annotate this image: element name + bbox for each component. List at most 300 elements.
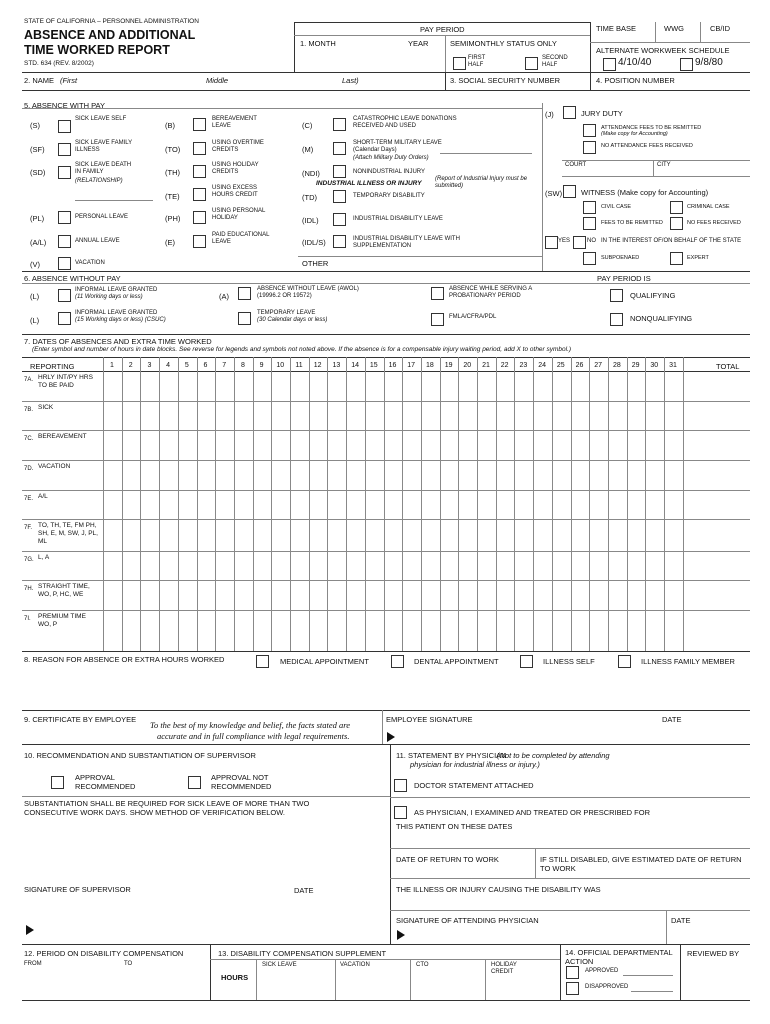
- nonindustrial-injury-checkbox[interactable]: [333, 165, 346, 178]
- date-cell[interactable]: [609, 611, 626, 640]
- date-cell[interactable]: [272, 552, 289, 579]
- date-cell[interactable]: [160, 611, 177, 640]
- date-cell[interactable]: [459, 552, 476, 579]
- date-cell[interactable]: [366, 491, 383, 518]
- date-cell[interactable]: [198, 520, 215, 550]
- date-cell[interactable]: [141, 611, 158, 640]
- date-cell[interactable]: [254, 372, 271, 400]
- date-cell[interactable]: [254, 431, 271, 459]
- date-cell[interactable]: [198, 461, 215, 489]
- date-cell[interactable]: [235, 402, 252, 429]
- date-cell[interactable]: [441, 372, 458, 400]
- date-cell[interactable]: [553, 431, 570, 459]
- jury-duty-checkbox[interactable]: [563, 106, 576, 119]
- jury-no-fees-checkbox[interactable]: [583, 141, 596, 154]
- date-cell[interactable]: [665, 581, 682, 609]
- approval-not-recommended-checkbox[interactable]: [188, 776, 201, 789]
- date-cell[interactable]: [553, 372, 570, 400]
- date-cell[interactable]: [366, 461, 383, 489]
- catastrophic-leave-checkbox[interactable]: [333, 118, 346, 131]
- date-cell[interactable]: [141, 581, 158, 609]
- date-cell[interactable]: [104, 372, 121, 400]
- overtime-credits-checkbox[interactable]: [193, 142, 206, 155]
- date-cell[interactable]: [328, 431, 345, 459]
- date-cell[interactable]: [609, 431, 626, 459]
- date-cell[interactable]: [628, 402, 645, 429]
- date-cell[interactable]: [422, 552, 439, 579]
- date-cell[interactable]: [646, 611, 663, 640]
- expert-checkbox[interactable]: [670, 252, 683, 265]
- date-cell[interactable]: [123, 520, 140, 550]
- date-cell[interactable]: [572, 611, 589, 640]
- date-cell[interactable]: [534, 461, 551, 489]
- date-cell[interactable]: [272, 461, 289, 489]
- illness-family-checkbox[interactable]: [618, 655, 631, 668]
- date-cell[interactable]: [291, 552, 308, 579]
- informal-leave-15-checkbox[interactable]: [58, 312, 71, 325]
- sick-leave-self-checkbox[interactable]: [58, 120, 71, 133]
- date-cell[interactable]: [198, 611, 215, 640]
- date-cell[interactable]: [422, 491, 439, 518]
- date-cell[interactable]: [497, 402, 514, 429]
- date-cell[interactable]: [216, 491, 233, 518]
- date-cell[interactable]: [179, 431, 196, 459]
- date-cell[interactable]: [422, 611, 439, 640]
- date-cell[interactable]: [609, 552, 626, 579]
- date-cell[interactable]: [104, 611, 121, 640]
- date-cell[interactable]: [534, 372, 551, 400]
- nonqualifying-checkbox[interactable]: [610, 313, 623, 326]
- date-cell[interactable]: [328, 520, 345, 550]
- date-cell[interactable]: [628, 520, 645, 550]
- fmla-checkbox[interactable]: [431, 313, 444, 326]
- date-cell[interactable]: [198, 431, 215, 459]
- date-cell[interactable]: [328, 581, 345, 609]
- date-cell[interactable]: [328, 491, 345, 518]
- total-cell[interactable]: [684, 491, 749, 518]
- date-cell[interactable]: [366, 402, 383, 429]
- date-cell[interactable]: [553, 552, 570, 579]
- date-cell[interactable]: [497, 461, 514, 489]
- medical-appointment-checkbox[interactable]: [256, 655, 269, 668]
- doctor-statement-checkbox[interactable]: [394, 779, 407, 792]
- date-cell[interactable]: [347, 372, 364, 400]
- date-cell[interactable]: [572, 520, 589, 550]
- date-cell[interactable]: [497, 491, 514, 518]
- total-cell[interactable]: [684, 402, 749, 429]
- date-cell[interactable]: [441, 431, 458, 459]
- date-cell[interactable]: [478, 520, 495, 550]
- date-cell[interactable]: [291, 581, 308, 609]
- date-cell[interactable]: [590, 581, 607, 609]
- qualifying-checkbox[interactable]: [610, 289, 623, 302]
- idl-supplementation-checkbox[interactable]: [333, 235, 346, 248]
- date-cell[interactable]: [272, 491, 289, 518]
- date-cell[interactable]: [441, 491, 458, 518]
- date-cell[interactable]: [646, 431, 663, 459]
- witness-checkbox[interactable]: [563, 185, 576, 198]
- date-cell[interactable]: [291, 611, 308, 640]
- date-cell[interactable]: [328, 552, 345, 579]
- illness-self-checkbox[interactable]: [520, 655, 533, 668]
- date-cell[interactable]: [534, 402, 551, 429]
- date-cell[interactable]: [478, 402, 495, 429]
- date-cell[interactable]: [104, 491, 121, 518]
- date-cell[interactable]: [609, 461, 626, 489]
- date-cell[interactable]: [590, 402, 607, 429]
- first-half-checkbox[interactable]: [453, 57, 466, 70]
- date-cell[interactable]: [310, 431, 327, 459]
- total-cell[interactable]: [684, 431, 749, 459]
- no-checkbox[interactable]: [573, 236, 586, 249]
- date-cell[interactable]: [123, 431, 140, 459]
- date-cell[interactable]: [291, 461, 308, 489]
- date-cell[interactable]: [553, 611, 570, 640]
- total-cell[interactable]: [684, 461, 749, 489]
- date-cell[interactable]: [328, 402, 345, 429]
- total-cell[interactable]: [684, 372, 749, 400]
- date-cell[interactable]: [515, 552, 532, 579]
- date-cell[interactable]: [347, 611, 364, 640]
- date-cell[interactable]: [216, 520, 233, 550]
- date-cell[interactable]: [628, 491, 645, 518]
- date-cell[interactable]: [422, 402, 439, 429]
- date-cell[interactable]: [160, 431, 177, 459]
- date-cell[interactable]: [328, 461, 345, 489]
- date-cell[interactable]: [235, 491, 252, 518]
- date-cell[interactable]: [385, 611, 402, 640]
- date-cell[interactable]: [291, 372, 308, 400]
- date-cell[interactable]: [160, 520, 177, 550]
- date-cell[interactable]: [459, 461, 476, 489]
- date-cell[interactable]: [123, 581, 140, 609]
- date-cell[interactable]: [441, 461, 458, 489]
- date-cell[interactable]: [347, 552, 364, 579]
- date-cell[interactable]: [590, 611, 607, 640]
- date-cell[interactable]: [179, 611, 196, 640]
- date-cell[interactable]: [403, 491, 420, 518]
- date-cell[interactable]: [104, 431, 121, 459]
- date-cell[interactable]: [235, 431, 252, 459]
- date-cell[interactable]: [198, 552, 215, 579]
- date-cell[interactable]: [628, 581, 645, 609]
- witness-no-fees-checkbox[interactable]: [670, 217, 683, 230]
- date-cell[interactable]: [141, 520, 158, 550]
- date-cell[interactable]: [609, 581, 626, 609]
- date-cell[interactable]: [272, 372, 289, 400]
- date-cell[interactable]: [534, 552, 551, 579]
- date-cell[interactable]: [422, 431, 439, 459]
- date-cell[interactable]: [179, 520, 196, 550]
- date-cell[interactable]: [403, 552, 420, 579]
- physician-examined-checkbox[interactable]: [394, 806, 407, 819]
- date-cell[interactable]: [590, 491, 607, 518]
- sick-leave-death-checkbox[interactable]: [58, 166, 71, 179]
- date-cell[interactable]: [385, 431, 402, 459]
- date-cell[interactable]: [459, 491, 476, 518]
- date-cell[interactable]: [478, 581, 495, 609]
- witness-fees-remitted-checkbox[interactable]: [583, 217, 596, 230]
- date-cell[interactable]: [609, 372, 626, 400]
- date-cell[interactable]: [609, 520, 626, 550]
- date-cell[interactable]: [235, 581, 252, 609]
- date-cell[interactable]: [254, 552, 271, 579]
- date-cell[interactable]: [459, 431, 476, 459]
- date-cell[interactable]: [141, 491, 158, 518]
- date-cell[interactable]: [366, 431, 383, 459]
- date-cell[interactable]: [665, 461, 682, 489]
- date-cell[interactable]: [310, 552, 327, 579]
- date-cell[interactable]: [665, 431, 682, 459]
- date-cell[interactable]: [216, 581, 233, 609]
- date-cell[interactable]: [665, 552, 682, 579]
- date-cell[interactable]: [310, 372, 327, 400]
- date-cell[interactable]: [572, 431, 589, 459]
- date-cell[interactable]: [385, 552, 402, 579]
- date-cell[interactable]: [590, 461, 607, 489]
- date-cell[interactable]: [366, 581, 383, 609]
- annual-leave-checkbox[interactable]: [58, 235, 71, 248]
- date-cell[interactable]: [497, 611, 514, 640]
- date-cell[interactable]: [160, 581, 177, 609]
- informal-leave-11-checkbox[interactable]: [58, 289, 71, 302]
- date-cell[interactable]: [385, 491, 402, 518]
- date-cell[interactable]: [553, 461, 570, 489]
- date-cell[interactable]: [235, 372, 252, 400]
- date-cell[interactable]: [179, 552, 196, 579]
- date-cell[interactable]: [478, 461, 495, 489]
- date-cell[interactable]: [141, 431, 158, 459]
- date-cell[interactable]: [347, 402, 364, 429]
- date-cell[interactable]: [534, 431, 551, 459]
- date-cell[interactable]: [385, 372, 402, 400]
- date-cell[interactable]: [141, 461, 158, 489]
- date-cell[interactable]: [441, 611, 458, 640]
- date-cell[interactable]: [272, 402, 289, 429]
- date-cell[interactable]: [590, 431, 607, 459]
- date-cell[interactable]: [665, 520, 682, 550]
- date-cell[interactable]: [254, 611, 271, 640]
- date-cell[interactable]: [123, 552, 140, 579]
- date-cell[interactable]: [515, 611, 532, 640]
- date-cell[interactable]: [366, 611, 383, 640]
- date-cell[interactable]: [665, 372, 682, 400]
- date-cell[interactable]: [422, 461, 439, 489]
- date-cell[interactable]: [459, 581, 476, 609]
- criminal-case-checkbox[interactable]: [670, 201, 683, 214]
- date-cell[interactable]: [590, 552, 607, 579]
- date-cell[interactable]: [179, 581, 196, 609]
- date-cell[interactable]: [422, 372, 439, 400]
- date-cell[interactable]: [403, 431, 420, 459]
- military-leave-checkbox[interactable]: [333, 142, 346, 155]
- date-cell[interactable]: [497, 552, 514, 579]
- date-cell[interactable]: [628, 611, 645, 640]
- date-cell[interactable]: [646, 461, 663, 489]
- date-cell[interactable]: [160, 552, 177, 579]
- civil-case-checkbox[interactable]: [583, 201, 596, 214]
- date-cell[interactable]: [179, 491, 196, 518]
- sick-leave-family-checkbox[interactable]: [58, 143, 71, 156]
- jury-fees-remitted-checkbox[interactable]: [583, 124, 596, 137]
- date-cell[interactable]: [104, 552, 121, 579]
- date-cell[interactable]: [291, 431, 308, 459]
- date-cell[interactable]: [123, 611, 140, 640]
- date-cell[interactable]: [609, 491, 626, 518]
- date-cell[interactable]: [572, 581, 589, 609]
- date-cell[interactable]: [310, 520, 327, 550]
- date-cell[interactable]: [478, 372, 495, 400]
- date-cell[interactable]: [497, 431, 514, 459]
- date-cell[interactable]: [459, 372, 476, 400]
- date-cell[interactable]: [104, 520, 121, 550]
- date-cell[interactable]: [459, 611, 476, 640]
- date-cell[interactable]: [497, 581, 514, 609]
- date-cell[interactable]: [497, 372, 514, 400]
- holiday-credits-checkbox[interactable]: [193, 165, 206, 178]
- temporary-leave-checkbox[interactable]: [238, 312, 251, 325]
- date-cell[interactable]: [272, 581, 289, 609]
- date-cell[interactable]: [628, 552, 645, 579]
- total-cell[interactable]: [684, 520, 749, 550]
- date-cell[interactable]: [515, 402, 532, 429]
- date-cell[interactable]: [515, 372, 532, 400]
- date-cell[interactable]: [422, 520, 439, 550]
- date-cell[interactable]: [385, 402, 402, 429]
- date-cell[interactable]: [403, 402, 420, 429]
- dental-appointment-checkbox[interactable]: [391, 655, 404, 668]
- date-cell[interactable]: [179, 402, 196, 429]
- date-cell[interactable]: [160, 402, 177, 429]
- date-cell[interactable]: [459, 520, 476, 550]
- date-cell[interactable]: [478, 611, 495, 640]
- date-cell[interactable]: [216, 461, 233, 489]
- date-cell[interactable]: [665, 491, 682, 518]
- disapproved-checkbox[interactable]: [566, 982, 579, 995]
- date-cell[interactable]: [609, 402, 626, 429]
- date-cell[interactable]: [160, 372, 177, 400]
- temporary-disability-checkbox[interactable]: [333, 190, 346, 203]
- date-cell[interactable]: [515, 491, 532, 518]
- date-cell[interactable]: [198, 402, 215, 429]
- date-cell[interactable]: [646, 581, 663, 609]
- date-cell[interactable]: [347, 581, 364, 609]
- educational-leave-checkbox[interactable]: [193, 235, 206, 248]
- date-cell[interactable]: [553, 581, 570, 609]
- date-cell[interactable]: [534, 611, 551, 640]
- date-cell[interactable]: [403, 581, 420, 609]
- date-cell[interactable]: [272, 520, 289, 550]
- date-cell[interactable]: [160, 491, 177, 518]
- date-cell[interactable]: [291, 491, 308, 518]
- date-cell[interactable]: [628, 461, 645, 489]
- date-cell[interactable]: [478, 431, 495, 459]
- date-cell[interactable]: [366, 520, 383, 550]
- approval-recommended-checkbox[interactable]: [51, 776, 64, 789]
- date-cell[interactable]: [590, 520, 607, 550]
- date-cell[interactable]: [347, 431, 364, 459]
- date-cell[interactable]: [403, 520, 420, 550]
- date-cell[interactable]: [534, 581, 551, 609]
- date-cell[interactable]: [179, 372, 196, 400]
- total-cell[interactable]: [684, 581, 749, 609]
- second-half-checkbox[interactable]: [525, 57, 538, 70]
- date-cell[interactable]: [347, 461, 364, 489]
- date-cell[interactable]: [198, 372, 215, 400]
- date-cell[interactable]: [310, 491, 327, 518]
- date-cell[interactable]: [254, 520, 271, 550]
- date-cell[interactable]: [366, 552, 383, 579]
- date-cell[interactable]: [403, 611, 420, 640]
- date-cell[interactable]: [254, 581, 271, 609]
- date-cell[interactable]: [553, 491, 570, 518]
- date-cell[interactable]: [403, 461, 420, 489]
- date-cell[interactable]: [646, 372, 663, 400]
- date-cell[interactable]: [646, 491, 663, 518]
- date-cell[interactable]: [235, 611, 252, 640]
- date-cell[interactable]: [441, 581, 458, 609]
- date-cell[interactable]: [646, 402, 663, 429]
- date-cell[interactable]: [478, 552, 495, 579]
- date-cell[interactable]: [665, 611, 682, 640]
- date-cell[interactable]: [385, 461, 402, 489]
- date-cell[interactable]: [235, 461, 252, 489]
- date-cell[interactable]: [665, 402, 682, 429]
- date-cell[interactable]: [534, 491, 551, 518]
- date-cell[interactable]: [590, 372, 607, 400]
- date-cell[interactable]: [216, 431, 233, 459]
- date-cell[interactable]: [515, 461, 532, 489]
- date-cell[interactable]: [515, 520, 532, 550]
- schedule-9-8-80-checkbox[interactable]: [680, 58, 693, 71]
- awol-checkbox[interactable]: [238, 287, 251, 300]
- date-cell[interactable]: [235, 552, 252, 579]
- date-cell[interactable]: [646, 520, 663, 550]
- date-cell[interactable]: [572, 491, 589, 518]
- bereavement-checkbox[interactable]: [193, 118, 206, 131]
- date-cell[interactable]: [572, 372, 589, 400]
- date-cell[interactable]: [254, 461, 271, 489]
- date-cell[interactable]: [310, 402, 327, 429]
- date-cell[interactable]: [441, 402, 458, 429]
- date-cell[interactable]: [291, 402, 308, 429]
- date-cell[interactable]: [497, 520, 514, 550]
- date-cell[interactable]: [628, 372, 645, 400]
- date-cell[interactable]: [366, 372, 383, 400]
- date-cell[interactable]: [123, 491, 140, 518]
- vacation-checkbox[interactable]: [58, 257, 71, 270]
- date-cell[interactable]: [216, 611, 233, 640]
- date-cell[interactable]: [347, 491, 364, 518]
- date-cell[interactable]: [160, 461, 177, 489]
- date-cell[interactable]: [310, 461, 327, 489]
- date-cell[interactable]: [534, 520, 551, 550]
- date-cell[interactable]: [385, 520, 402, 550]
- date-cell[interactable]: [216, 552, 233, 579]
- date-cell[interactable]: [515, 581, 532, 609]
- date-cell[interactable]: [198, 581, 215, 609]
- date-cell[interactable]: [553, 520, 570, 550]
- date-cell[interactable]: [347, 520, 364, 550]
- date-cell[interactable]: [123, 402, 140, 429]
- excess-hours-checkbox[interactable]: [193, 188, 206, 201]
- date-cell[interactable]: [385, 581, 402, 609]
- date-cell[interactable]: [179, 461, 196, 489]
- date-cell[interactable]: [141, 402, 158, 429]
- date-cell[interactable]: [216, 372, 233, 400]
- date-cell[interactable]: [628, 431, 645, 459]
- date-cell[interactable]: [104, 461, 121, 489]
